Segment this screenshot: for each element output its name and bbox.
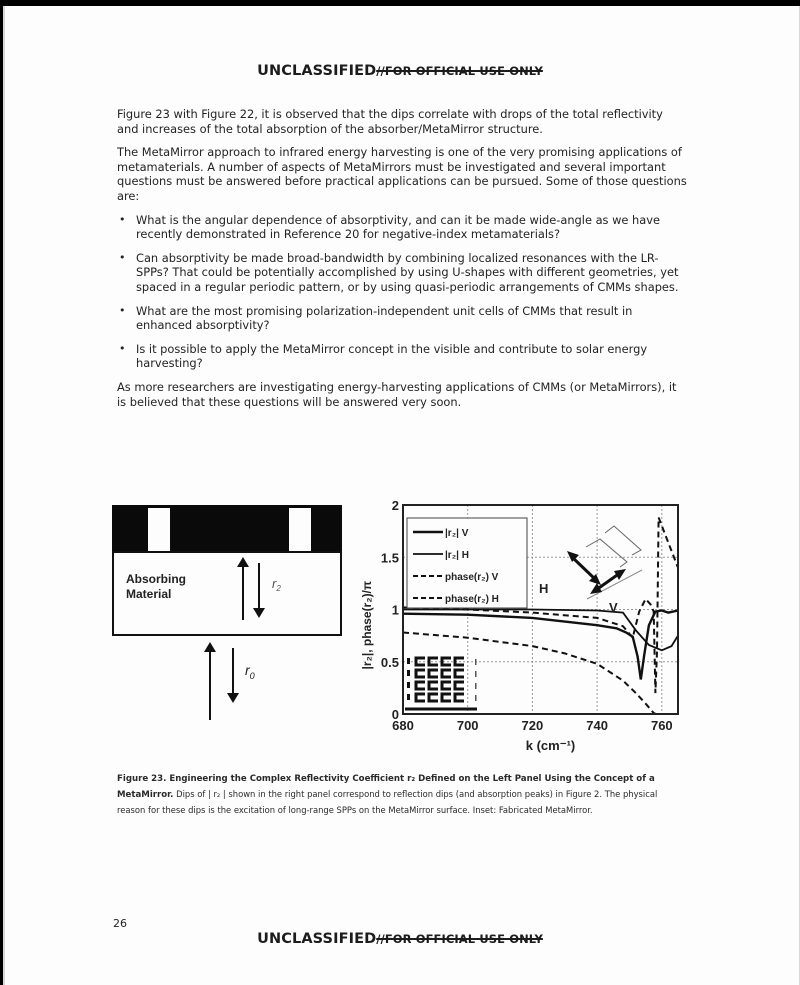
u-shape bbox=[442, 658, 451, 665]
classification-banner-bottom bbox=[0, 931, 800, 947]
paragraph: Figure 23 with Figure 22, it is observed that the dips correlate with drops of the total reflectivity and increases of the total absorption of the absorber/MetaMirror structure. bbox=[117, 107, 663, 136]
slot-gap-right bbox=[289, 508, 311, 552]
body-text bbox=[117, 107, 687, 418]
bullet-icon: • bbox=[119, 341, 126, 355]
slot-gap-left bbox=[148, 508, 170, 552]
struck-marking: //FOR OFFICIAL USE ONLY bbox=[376, 932, 543, 946]
legend-label: |r₂| V bbox=[445, 528, 469, 539]
paragraph: As more researchers are investigating energy-harvesting applications of CMMs (or MetaMirrors), it is believed that these questions will be answered very soon. bbox=[117, 379, 677, 409]
r0-label: $r_0$ bbox=[245, 662, 255, 681]
paragraph: The MetaMirror approach to infrared energy harvesting is one of the very promising applications of metamaterials. A number of aspects of MetaMirrors must be investigated and several important questions must be answered before practical applications can be pursued. Some of those questions are: bbox=[117, 145, 687, 203]
u-shape bbox=[455, 682, 464, 689]
inset-dot bbox=[407, 670, 410, 676]
inset-dot bbox=[475, 683, 477, 689]
classification-banner-top bbox=[0, 63, 800, 79]
schematic-panel bbox=[112, 505, 342, 720]
u-shape bbox=[429, 682, 438, 689]
reflectivity-chart bbox=[360, 498, 678, 753]
x-tick-label: 680 bbox=[392, 718, 414, 733]
list-item-text: Can absorptivity be made broad-bandwidth by combining localized resonances with the LR-SPPs? That could be potentially accomplished by using U-shapes with different geometries, yet spaced in a regular periodic pattern, or by using quasi-periodic arrangements of CMMs shapes. bbox=[136, 250, 679, 294]
bullet-icon: • bbox=[119, 212, 126, 226]
x-axis-label: k (cm⁻¹) bbox=[525, 738, 576, 753]
u-shape bbox=[455, 694, 464, 701]
u-shape bbox=[442, 670, 451, 677]
v-label: V bbox=[609, 600, 618, 615]
chart-legend bbox=[407, 518, 527, 608]
inset-dot bbox=[475, 659, 477, 665]
inset-dot bbox=[475, 695, 477, 701]
y-tick-label: 0 bbox=[391, 707, 399, 722]
inset-dot bbox=[407, 694, 410, 700]
legend-label: |r₂| H bbox=[445, 550, 469, 561]
u-shape bbox=[416, 682, 425, 689]
u-shape-outline bbox=[605, 526, 641, 555]
list-item bbox=[117, 304, 687, 333]
h-label: H bbox=[539, 581, 549, 596]
y-tick-label: 1 bbox=[391, 602, 399, 618]
list-item-text: Is it possible to apply the MetaMirror concept in the visible and contribute to solar energy harvesting? bbox=[136, 341, 648, 371]
x-tick-label: 740 bbox=[586, 718, 608, 733]
figure-23 bbox=[112, 495, 682, 774]
r2-label: $r_2$ bbox=[272, 576, 281, 593]
inset-dot bbox=[475, 671, 477, 677]
u-shape bbox=[455, 670, 464, 677]
u-shape bbox=[429, 670, 438, 677]
u-shape bbox=[416, 670, 425, 677]
figure-caption bbox=[117, 771, 682, 818]
inset-dot bbox=[407, 682, 410, 688]
surface-line bbox=[587, 570, 642, 599]
list-item-text: What are the most promising polarization-independent unit cells of CMMs that result in enhanced absorptivity? bbox=[136, 303, 633, 333]
question-list bbox=[117, 213, 687, 371]
x-tick-label: 760 bbox=[650, 718, 673, 733]
y-tick-label: 2 bbox=[391, 498, 399, 513]
u-shape-outline bbox=[586, 539, 627, 567]
list-item bbox=[117, 342, 687, 371]
u-shape bbox=[416, 694, 425, 701]
x-tick-label: 720 bbox=[521, 718, 544, 733]
caption-body: Dips of | r₂ | shown in the right panel correspond to reflection dips (and absorption peaks) in Figure 2. The physical reason for these dips is the excitation of long-range SPPs on the MetaMirror surface. Inset: Fabricated MetaMirror. bbox=[117, 789, 658, 815]
bullet-icon: • bbox=[119, 250, 126, 264]
list-item bbox=[117, 213, 687, 242]
h-polarization-arrow bbox=[572, 557, 596, 580]
u-shape bbox=[442, 682, 451, 689]
classification-label: UNCLASSIFIED bbox=[257, 63, 377, 79]
series-line bbox=[403, 610, 678, 651]
list-item bbox=[117, 251, 687, 295]
inset-dot bbox=[407, 658, 410, 664]
struck-marking: //FOR OFFICIAL USE ONLY bbox=[376, 64, 543, 78]
list-item-text: What is the angular dependence of absorptivity, and can it be made wide-angle as we have recently demonstrated in Reference 20 for negative-index metamaterials? bbox=[136, 212, 660, 242]
y-tick-label: 1.5 bbox=[380, 550, 399, 566]
fabricated-metamirror-inset bbox=[405, 658, 477, 709]
material-label: Absorbing bbox=[126, 572, 186, 586]
y-axis-label: |r₂|, phase(r₂)/π bbox=[360, 580, 374, 670]
y-tick-label: 0.5 bbox=[380, 654, 399, 670]
x-tick-label: 700 bbox=[456, 718, 479, 733]
u-shape bbox=[429, 694, 438, 701]
legend-label: phase(r₂) H bbox=[445, 594, 499, 605]
bullet-icon: • bbox=[119, 303, 126, 317]
arrow-down-icon bbox=[227, 693, 239, 703]
figure-svg bbox=[112, 495, 682, 770]
legend-label: phase(r₂) V bbox=[445, 572, 499, 583]
u-shape bbox=[442, 694, 451, 701]
classification-label: UNCLASSIFIED bbox=[257, 931, 377, 947]
arrow-up-icon bbox=[204, 642, 216, 652]
page-number: 26 bbox=[113, 917, 127, 930]
material-label: Material bbox=[126, 587, 172, 601]
caption-title: Figure 23. Engineering the Complex Reflectivity Coefficient r₂ Defined on the Left Panel Using the Concept of a MetaMirror. bbox=[117, 774, 655, 800]
polarization-inset bbox=[539, 526, 642, 615]
